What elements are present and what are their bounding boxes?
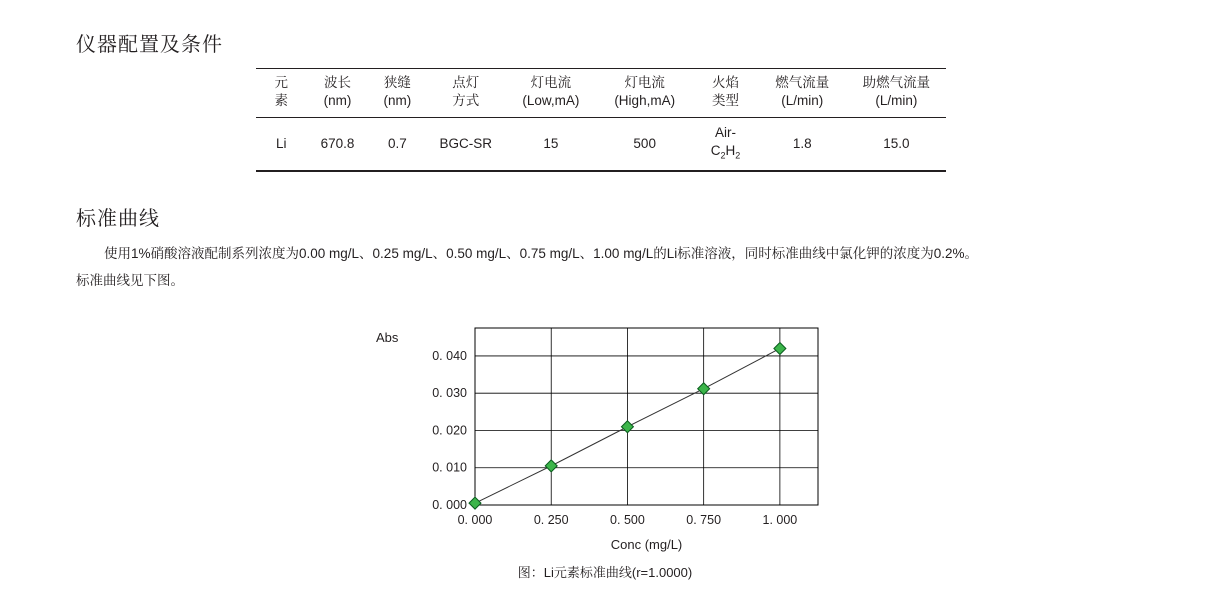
cell-wavelength: 670.8: [320, 135, 355, 151]
cell-lamp-current-high: 500: [633, 135, 656, 151]
cell-slit: 0.7: [387, 135, 407, 151]
y-tick-label: 0. 000: [432, 498, 467, 512]
section-heading-instrument: 仪器配置及条件: [76, 34, 223, 56]
chart-svg: [370, 320, 840, 560]
cell-lamp-mode: BGC-SR: [439, 135, 493, 151]
cell-support-flow: 15.0: [883, 135, 910, 151]
flame-sub-2b: 2: [735, 150, 741, 161]
data-point-marker: [545, 460, 557, 472]
col-slit: 狭缝 (nm): [383, 75, 412, 109]
data-point-marker: [621, 421, 633, 433]
y-tick-label: 0. 020: [432, 423, 467, 438]
cell-lamp-current-low: 15: [543, 135, 559, 151]
y-tick-label: 0. 040: [432, 348, 467, 363]
col-support-flow: 助燃气流量 (L/min): [862, 75, 931, 109]
col-wavelength: 波长 (nm): [323, 75, 352, 109]
x-tick-label: 1. 000: [762, 513, 798, 527]
col-flame-type: 火焰 类型: [711, 75, 739, 109]
flame-formula-c: C: [710, 142, 721, 158]
x-tick-label: 0. 750: [686, 513, 722, 527]
instrument-config-table: [256, 68, 946, 172]
data-point-marker: [774, 342, 786, 354]
instrument-config-table-wrap: [256, 68, 946, 172]
paragraph-line-2: 标准曲线见下图。: [76, 273, 184, 288]
section-heading-standard-curve: 标准曲线: [76, 208, 160, 230]
cell-fuel-flow: 1.8: [792, 135, 812, 151]
x-tick-label: 0. 000: [457, 513, 493, 527]
col-lamp-mode: 点灯 方式: [452, 75, 480, 109]
x-tick-label: 0. 250: [533, 513, 569, 527]
data-point-marker: [469, 497, 481, 509]
col-lamp-current-low: 灯电流 (Low,mA): [522, 75, 580, 109]
table-header: [256, 69, 946, 118]
col-element: 元 素: [274, 75, 288, 109]
y-tick-label: 0. 030: [432, 386, 467, 401]
x-tick-label: 0. 500: [610, 513, 645, 527]
table-row: [256, 118, 946, 171]
standard-curve-chart: [370, 320, 840, 585]
standard-curve-paragraph: [76, 240, 1146, 294]
cell-element: Li: [276, 135, 287, 151]
flame-formula-h: H: [725, 142, 736, 158]
y-tick-label: 0. 010: [432, 460, 467, 475]
paragraph-line-1: 使用1%硝酸溶液配制系列浓度为0.00 mg/L、0.25 mg/L、0.50 mg/L、0.75 mg/L、1.00 mg/L的Li标准溶液，同时标准曲线中氯化钾的浓度为0.2%。: [104, 246, 978, 261]
flame-prefix: Air-: [714, 125, 736, 141]
flame-sub-2a: 2: [720, 150, 726, 161]
col-lamp-current-high: 灯电流 (High,mA): [614, 75, 676, 109]
table-header-row: [256, 69, 946, 118]
y-axis-title: Abs: [376, 330, 399, 345]
chart-caption: 图：Li元素标准曲线(r=1.0000): [517, 565, 693, 580]
table-body: [256, 118, 946, 171]
cell-flame-type: [693, 118, 758, 171]
col-fuel-flow: 燃气流量 (L/min): [775, 75, 830, 109]
x-axis-title: Conc (mg/L): [610, 537, 683, 552]
